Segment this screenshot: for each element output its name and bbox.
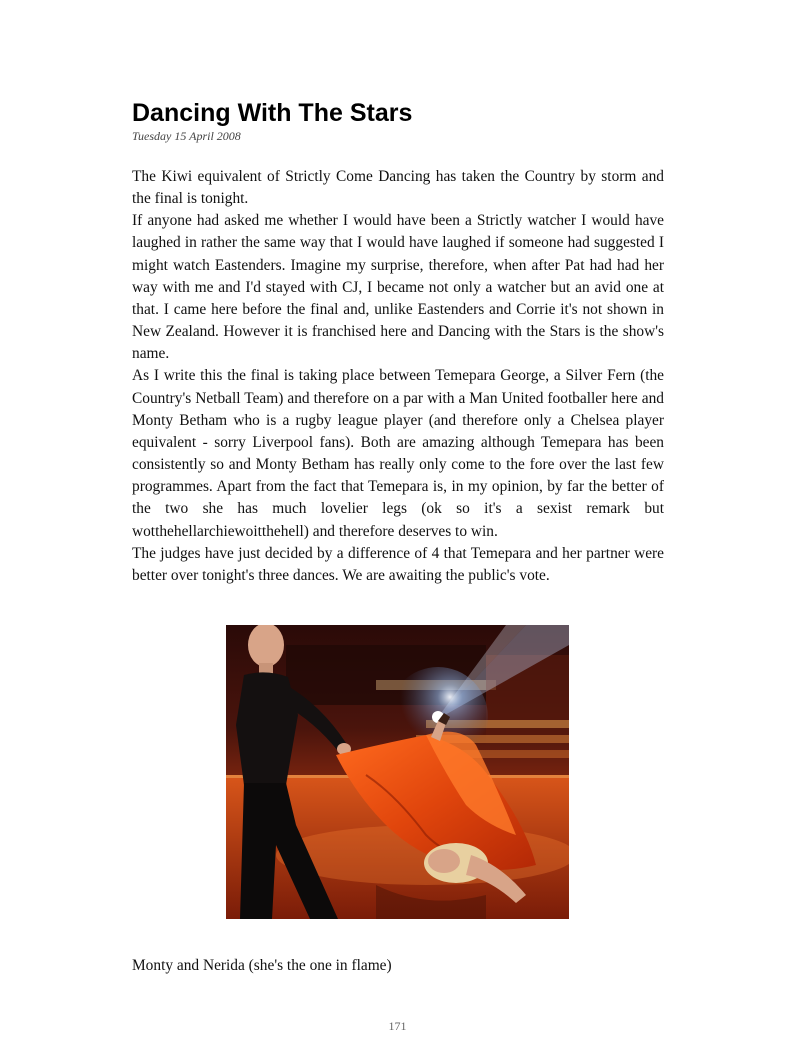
paragraph: The judges have just decided by a difference of 4 that Temepara and her partner were better over tonight's three dances. We are awaiting the public's vote. — [132, 544, 664, 584]
paragraph: As I write this the final is taking place between Temepara George, a Silver Fern (the Country's Netball Team) and therefore on a par with a Man United footballer here and Monty Betham who is a rugby league player (and therefore only a Chelsea player equivalent - sorry Liverpool fans). Both are amazing although Temepara has been consistently so and Monty Betham has really only come to the fore over the last few programmes. Apart from the fact that Temepara is, in my opinion, by far the better of the two she has much lovelier legs (ok so it's a sexist remark but wotthehellarchiewoitthehell) and therefore deserves to win. — [132, 367, 664, 540]
article-title: Dancing With The Stars — [132, 99, 413, 127]
article-body — [132, 166, 664, 587]
photo-caption: Monty and Nerida (she's the one in flame) — [132, 957, 392, 974]
dance-photo — [226, 625, 569, 919]
paragraph: If anyone had asked me whether I would have been a Strictly watcher I would have laughed in rather the same way that I would have laughed if someone had suggested I might watch Eastenders. Imagine my surprise, therefore, when after Pat had had her way with me and I'd stayed with CJ, I became not only a watcher but an avid one at that. I came here before the final and, unlike Eastenders and Corrie it's not shown in New Zealand. However it is franchised here and Dancing with the Stars is the show's name. — [132, 212, 664, 363]
page-number: 171 — [388, 1019, 407, 1033]
article-date: Tuesday 15 April 2008 — [132, 129, 241, 143]
paragraph: The Kiwi equivalent of Strictly Come Dancing has taken the Country by storm and the final is tonight. — [132, 168, 664, 208]
